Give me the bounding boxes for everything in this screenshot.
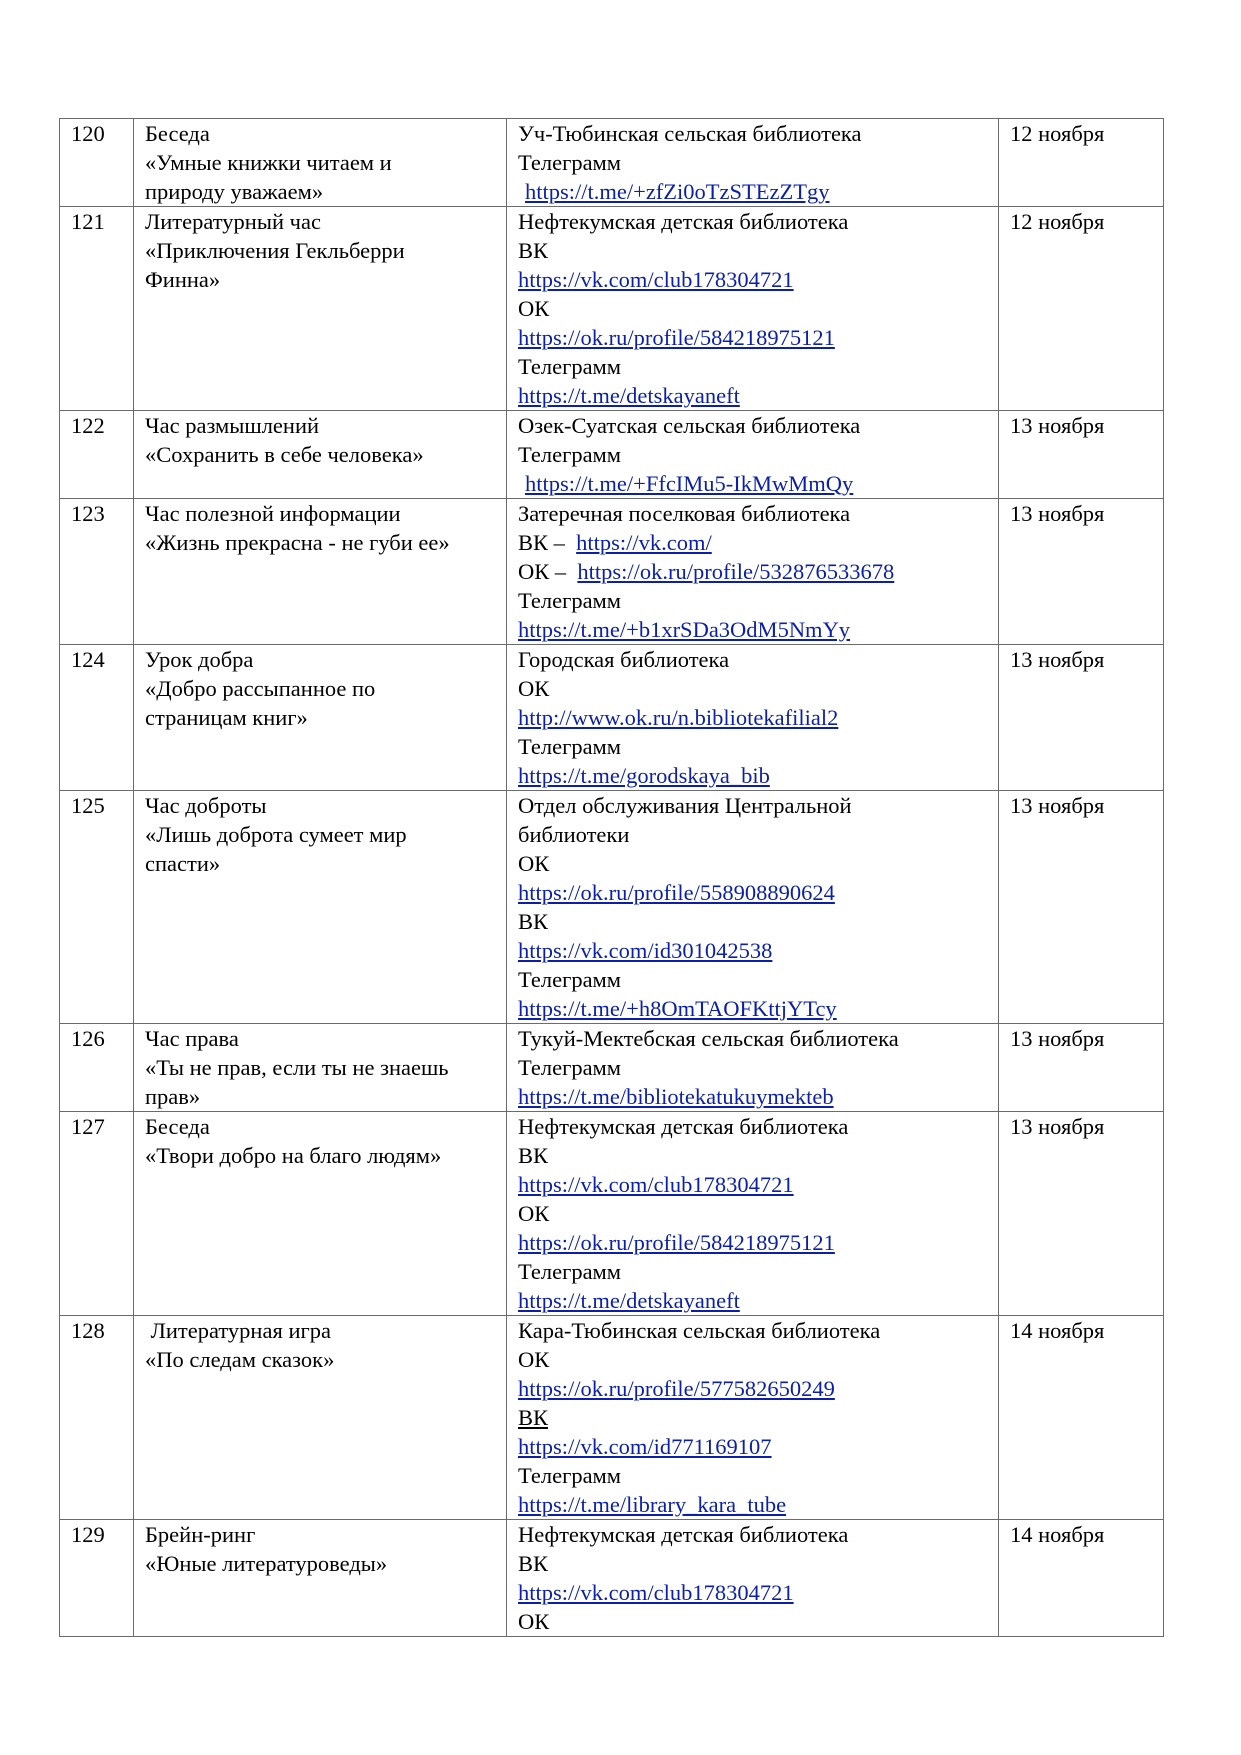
event-title-line: «Приключения Гекльберри <box>145 238 405 263</box>
social-link[interactable]: https://t.me/detskayaneft <box>518 383 740 408</box>
venue-line <box>518 236 990 265</box>
event-cell <box>134 791 507 1024</box>
platform-label: Телеграмм <box>518 588 622 613</box>
table-row <box>60 207 1164 411</box>
social-link[interactable]: https://t.me/+h8OmTAOFKttjYTcy <box>518 996 837 1021</box>
platform-label: ОК <box>518 296 550 321</box>
event-title-line: «Лишь доброта сумеет мир <box>145 822 407 847</box>
social-link[interactable]: http://www.ok.ru/n.bibliotekafilial2 <box>518 705 839 730</box>
venue-line <box>518 1461 990 1490</box>
event-type: Час полезной информации <box>145 501 401 526</box>
venue-line <box>518 761 990 790</box>
social-link[interactable]: https://t.me/+b1xrSDa3OdM5NmYy <box>518 617 851 642</box>
venue-line <box>518 965 990 994</box>
library-name: Кара-Тюбинская сельская библиотека <box>518 1318 881 1343</box>
event-date: 12 ноября <box>999 207 1164 411</box>
venue-line <box>518 557 990 586</box>
venue-line <box>518 820 990 849</box>
venue-line <box>518 907 990 936</box>
library-name: Нефтекумская детская библиотека <box>518 1522 849 1547</box>
event-title-line: спасти» <box>145 851 221 876</box>
row-number: 129 <box>60 1520 134 1637</box>
platform-label: ВК <box>518 1143 549 1168</box>
venue-line <box>518 119 990 148</box>
venue-line <box>518 1578 990 1607</box>
platform-label: ОК <box>518 676 550 701</box>
event-type: Час права <box>145 1026 239 1051</box>
event-date: 13 ноября <box>999 411 1164 499</box>
social-link[interactable]: https://vk.com/ <box>576 530 712 555</box>
venue-line <box>518 1286 990 1315</box>
event-title-line: «Юные литературоведы» <box>145 1551 388 1576</box>
event-title-line: природу уважаем» <box>145 179 324 204</box>
row-number: 128 <box>60 1316 134 1520</box>
library-name: Озек-Суатская сельская библиотека <box>518 413 861 438</box>
event-cell <box>134 499 507 645</box>
event-cell <box>134 119 507 207</box>
venue-line <box>518 148 990 177</box>
venue-line <box>518 732 990 761</box>
venue-line <box>518 294 990 323</box>
event-date: 13 ноября <box>999 499 1164 645</box>
event-type: Час размышлений <box>145 413 320 438</box>
venue-cell <box>507 499 999 645</box>
venue-line <box>518 878 990 907</box>
venue-cell <box>507 207 999 411</box>
social-link[interactable]: https://vk.com/id301042538 <box>518 938 773 963</box>
venue-line <box>518 1316 990 1345</box>
platform-label: Телеграмм <box>518 734 622 759</box>
platform-label: Телеграмм <box>518 967 622 992</box>
venue-line <box>518 1607 990 1636</box>
venue-cell <box>507 1024 999 1112</box>
venue-line <box>518 323 990 352</box>
venue-line <box>518 499 990 528</box>
platform-label: Телеграмм <box>518 442 622 467</box>
social-link[interactable]: https://t.me/detskayaneft <box>518 1288 740 1313</box>
social-link[interactable]: https://vk.com/club178304721 <box>518 267 794 292</box>
event-date: 14 ноября <box>999 1316 1164 1520</box>
library-name: Нефтекумская детская библиотека <box>518 209 849 234</box>
venue-line <box>518 674 990 703</box>
venue-line <box>518 994 990 1023</box>
venue-cell <box>507 119 999 207</box>
venue-line <box>518 1490 990 1519</box>
venue-line <box>518 791 990 820</box>
row-number: 121 <box>60 207 134 411</box>
library-name: Уч-Тюбинская сельская библиотека <box>518 121 862 146</box>
event-type: Час доброты <box>145 793 267 818</box>
row-number: 127 <box>60 1112 134 1316</box>
event-title-line: «Твори добро на благо людям» <box>145 1143 442 1168</box>
event-type: Брейн-ринг <box>145 1522 256 1547</box>
venue-line <box>518 615 990 644</box>
social-link[interactable]: https://t.me/gorodskaya_bib <box>518 763 770 788</box>
social-link[interactable]: https://vk.com/id771169107 <box>518 1434 772 1459</box>
venue-line <box>518 1520 990 1549</box>
social-link[interactable]: https://t.me/+FfcIMu5-IkMwMmQy <box>525 471 854 496</box>
venue-cell <box>507 1112 999 1316</box>
venue-line <box>518 381 990 410</box>
platform-label: Телеграмм <box>518 354 622 379</box>
row-number: 122 <box>60 411 134 499</box>
platform-label: Телеграмм <box>518 1463 622 1488</box>
platform-label: ВК – <box>518 530 577 555</box>
row-number: 125 <box>60 791 134 1024</box>
event-cell <box>134 1112 507 1316</box>
social-link[interactable]: https://ok.ru/profile/584218975121 <box>518 325 835 350</box>
row-number: 124 <box>60 645 134 791</box>
platform-label: Телеграмм <box>518 1259 622 1284</box>
table-row <box>60 499 1164 645</box>
venue-line <box>518 1345 990 1374</box>
venue-line <box>518 1024 990 1053</box>
events-table-body <box>60 119 1164 1637</box>
platform-label: ОК <box>518 1609 550 1634</box>
event-date: 12 ноября <box>999 119 1164 207</box>
events-table <box>59 118 1164 1637</box>
platform-label: ВК <box>518 1405 549 1430</box>
social-link[interactable]: https://t.me/bibliotekatukuymekteb <box>518 1084 834 1109</box>
row-number: 126 <box>60 1024 134 1112</box>
venue-line <box>518 265 990 294</box>
table-row <box>60 411 1164 499</box>
social-link[interactable]: https://vk.com/club178304721 <box>518 1172 794 1197</box>
venue-line <box>518 1257 990 1286</box>
platform-label: Телеграмм <box>518 150 622 175</box>
library-name: Тукуй-Мектебская сельская библиотека <box>518 1026 899 1051</box>
venue-line <box>518 849 990 878</box>
event-type: Литературная игра <box>145 1318 331 1343</box>
event-type: Литературный час <box>145 209 321 234</box>
venue-line <box>518 1112 990 1141</box>
row-number: 123 <box>60 499 134 645</box>
venue-cell <box>507 645 999 791</box>
venue-line <box>518 1374 990 1403</box>
venue-line <box>518 1549 990 1578</box>
venue-line <box>518 411 990 440</box>
venue-line <box>518 1170 990 1199</box>
event-title-line: «Умные книжки читаем и <box>145 150 392 175</box>
event-type: Беседа <box>145 121 210 146</box>
library-name: Отдел обслуживания Центральной <box>518 793 852 818</box>
event-cell <box>134 1024 507 1112</box>
library-name: Затеречная поселковая библиотека <box>518 501 851 526</box>
library-name: Нефтекумская детская библиотека <box>518 1114 849 1139</box>
social-link[interactable]: https://vk.com/club178304721 <box>518 1580 794 1605</box>
event-date: 13 ноября <box>999 645 1164 791</box>
event-type: Беседа <box>145 1114 210 1139</box>
social-link[interactable]: https://ok.ru/profile/532876533678 <box>577 559 895 584</box>
platform-label: ВК <box>518 1551 549 1576</box>
platform-label: ОК <box>518 851 550 876</box>
event-title-line: «Ты не прав, если ты не знаешь <box>145 1055 449 1080</box>
social-link[interactable]: https://ok.ru/profile/558908890624 <box>518 880 835 905</box>
table-row <box>60 1316 1164 1520</box>
library-name: Городская библиотека <box>518 647 730 672</box>
table-row <box>60 645 1164 791</box>
event-title-line: «Жизнь прекрасна - не губи ее» <box>145 530 450 555</box>
event-cell <box>134 207 507 411</box>
venue-line <box>518 1228 990 1257</box>
venue-line <box>518 440 990 469</box>
platform-label: ОК – <box>518 559 578 584</box>
venue-line <box>518 1053 990 1082</box>
social-link[interactable]: https://t.me/+zfZi0oTzSTEzZTgy <box>525 179 830 204</box>
event-cell <box>134 1520 507 1637</box>
social-link[interactable]: https://ok.ru/profile/577582650249 <box>518 1376 835 1401</box>
platform-label: ОК <box>518 1347 550 1372</box>
event-date: 13 ноября <box>999 1112 1164 1316</box>
venue-cell <box>507 411 999 499</box>
venue-line <box>518 177 990 206</box>
event-title-line: прав» <box>145 1084 201 1109</box>
venue-line <box>518 1432 990 1461</box>
table-row <box>60 1024 1164 1112</box>
social-link[interactable]: https://ok.ru/profile/584218975121 <box>518 1230 835 1255</box>
venue-cell <box>507 791 999 1024</box>
event-title-line: «Сохранить в себе человека» <box>145 442 424 467</box>
venue-line <box>518 936 990 965</box>
venue-line <box>518 645 990 674</box>
platform-label: ОК <box>518 1201 550 1226</box>
platform-label: ВК <box>518 909 549 934</box>
event-type: Урок добра <box>145 647 254 672</box>
social-link[interactable]: https://t.me/library_kara_tube <box>518 1492 787 1517</box>
table-row <box>60 119 1164 207</box>
table-row <box>60 1520 1164 1637</box>
event-date: 14 ноября <box>999 1520 1164 1637</box>
venue-line <box>518 586 990 615</box>
event-cell <box>134 645 507 791</box>
venue-line <box>518 352 990 381</box>
event-date: 13 ноября <box>999 1024 1164 1112</box>
venue-line <box>518 1199 990 1228</box>
venue-line <box>518 1141 990 1170</box>
table-row <box>60 1112 1164 1316</box>
event-title-line: страницам книг» <box>145 705 308 730</box>
platform-label: ВК <box>518 238 549 263</box>
row-number: 120 <box>60 119 134 207</box>
event-cell <box>134 411 507 499</box>
platform-label: Телеграмм <box>518 1055 622 1080</box>
event-title-line: Финна» <box>145 267 221 292</box>
venue-line <box>518 469 990 498</box>
venue-cell <box>507 1316 999 1520</box>
event-date: 13 ноября <box>999 791 1164 1024</box>
venue-line <box>518 528 990 557</box>
venue-line <box>518 1403 990 1432</box>
platform-label: библиотеки <box>518 822 630 847</box>
event-title-line: «Добро рассыпанное по <box>145 676 376 701</box>
event-title-line: «По следам сказок» <box>145 1347 335 1372</box>
venue-line <box>518 703 990 732</box>
event-cell <box>134 1316 507 1520</box>
venue-line <box>518 207 990 236</box>
venue-cell <box>507 1520 999 1637</box>
table-row <box>60 791 1164 1024</box>
venue-line <box>518 1082 990 1111</box>
